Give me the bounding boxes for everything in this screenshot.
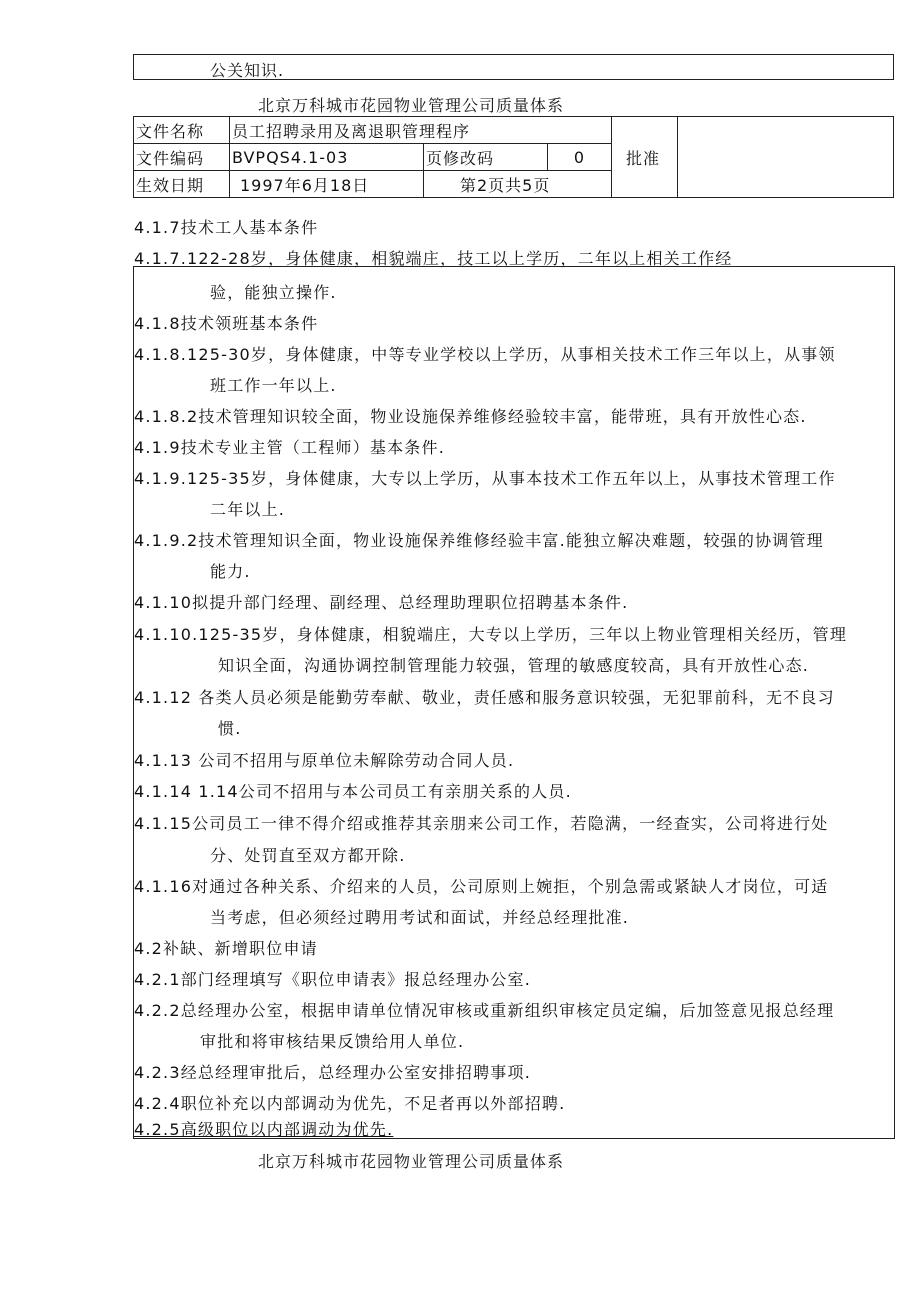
section-line: 4.1.9.2技术管理知识全面，物业设施保养维修经验丰富.能独立解决难题，较强的协调管理 <box>134 531 824 550</box>
section-line: 4.1.8.125-30岁，身体健康，中等专业学校以上学历，从事相关技术工作三年以上，从事领 <box>134 345 836 364</box>
name-value: 员工招聘录用及离退职管理程序 <box>230 117 612 144</box>
page-label: 第2页共5页 <box>424 171 612 198</box>
section-line: 4.1.10拟提升部门经理、副经理、总经理助理职位招聘基本条件. <box>134 593 629 612</box>
section-line: 审批和将审核结果反馈给用人单位. <box>200 1032 465 1051</box>
section-line: 4.1.9.125-35岁，身体健康，大专以上学历，从事本技术工作五年以上，从事技术管理工作 <box>134 469 836 488</box>
section-line: 4.2.3经总经理审批后，总经理办公室安排招聘事项. <box>134 1063 531 1082</box>
date-label: 生效日期 <box>134 171 230 198</box>
section-line: 4.1.16对通过各种关系、介绍来的人员，公司原则上婉拒，个别急需或紧缺人才岗位，可适 <box>134 877 829 896</box>
name-label: 文件名称 <box>134 117 230 144</box>
section-line: 惯. <box>218 719 242 738</box>
section-line: 4.1.10.125-35岁，身体健康，相貌端庄，大专以上学历，三年以上物业管理相关经历，管理 <box>134 625 848 644</box>
rev-value: 0 <box>548 144 612 171</box>
section-line: 二年以上. <box>210 500 286 519</box>
doc-info-table <box>133 116 894 198</box>
top-line: 公关知识. <box>210 61 285 80</box>
section-line: 4.1.7技术工人基本条件 <box>134 218 319 237</box>
section-line: 能力. <box>210 562 251 581</box>
section-line: 分、处罚直至双方都开除. <box>210 846 406 865</box>
section-line: 当考虑，但必须经过聘用考试和面试，并经总经理批准. <box>210 908 630 927</box>
section-line: 4.1.13 公司不招用与原单位未解除劳动合同人员. <box>134 751 515 770</box>
header-title: 北京万科城市花园物业管理公司质量体系 <box>258 96 565 115</box>
section-line: 4.1.9技术专业主管（工程师）基本条件. <box>134 438 445 457</box>
section-line: 4.2.2总经理办公室，根据申请单位情况审核或重新组织审核定员定编，后加签意见报总经理 <box>134 1001 835 1020</box>
section-line: 验，能独立操作. <box>210 283 337 302</box>
section-line: 4.1.8.2技术管理知识较全面，物业设施保养维修经验较丰富，能带班，具有开放性心态. <box>134 407 807 426</box>
section-line: 4.2.4职位补充以内部调动为优先，不足者再以外部招聘. <box>134 1094 566 1113</box>
section-line: 知识全面，沟通协调控制管理能力较强，管理的敏感度较高，具有开放性心态. <box>218 656 810 675</box>
section-line: 4.1.15公司员工一律不得介绍或推荐其亲朋来公司工作，若隐满，一经查实，公司将进行处 <box>134 814 829 833</box>
section-line: 4.2补缺、新增职位申请 <box>134 939 318 958</box>
section-line: 班工作一年以上. <box>210 376 337 395</box>
footer-title: 北京万科城市花园物业管理公司质量体系 <box>258 1152 565 1171</box>
section-line: 4.2.5高级职位以内部调动为优先. <box>134 1120 394 1139</box>
code-label: 文件编码 <box>134 144 230 171</box>
approve-label: 批准 <box>612 117 678 198</box>
code-value: BVPQS4.1-03 <box>230 144 424 171</box>
rev-label: 页修改码 <box>424 144 548 171</box>
section-line: 4.1.8技术领班基本条件 <box>134 314 319 333</box>
section-line: 4.1.12 各类人员必须是能勤劳奉献、敬业，责任感和服务意识较强，无犯罪前科，无不良习 <box>134 688 835 707</box>
section-line: 4.1.7.122-28岁，身体健康，相貌端庄，技工以上学历，二年以上相关工作经 <box>134 249 733 268</box>
date-value: 1997年6月18日 <box>230 171 424 198</box>
approve-value <box>678 117 894 198</box>
section-line: 4.2.1部门经理填写《职位申请表》报总经理办公室. <box>134 970 531 989</box>
section-line: 4.1.14 1.14公司不招用与本公司员工有亲朋关系的人员. <box>134 782 572 801</box>
